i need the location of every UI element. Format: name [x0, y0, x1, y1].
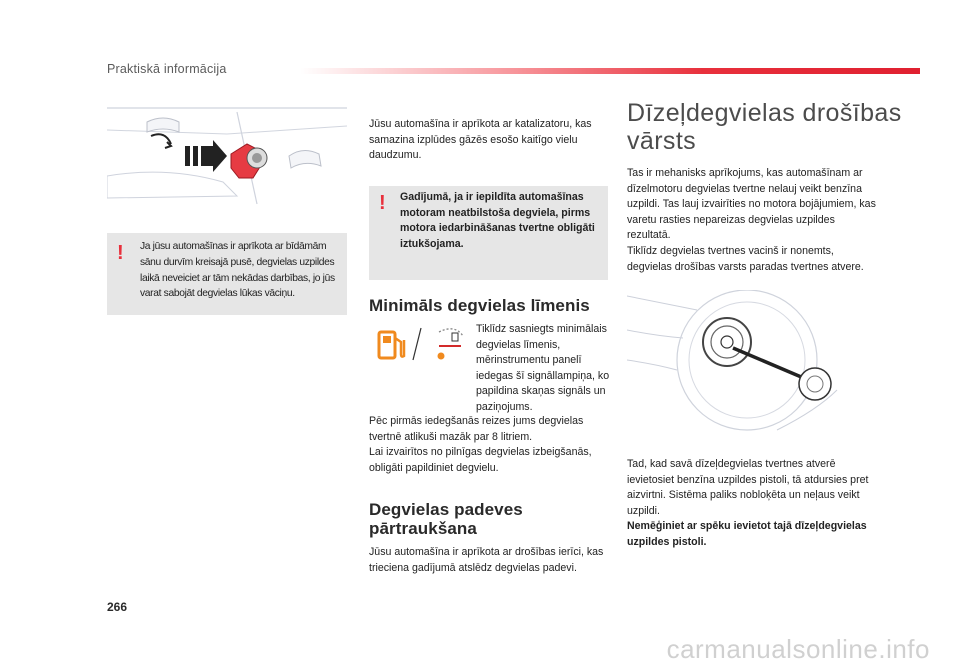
- wrong-fuel-warning-text: Gadījumā, ja ir iepildīta automašīnas motoram neatbilstoša degviela, pirms motora iedarbināšanas tvertne obligāti iztukšojama.: [400, 191, 595, 250]
- diesel-valve-usage-text: Tad, kad savā dīzeļdegvielas tvertnes atverē ievietosiet benzīna uzpildes pistoli, tā atdursies pret aizvirtni. Sistēma paliks nobloķēta un neļaus veikt uzpildi.: [627, 458, 869, 517]
- fuel-cap-icon: [231, 144, 267, 178]
- diesel-valve-usage: [627, 457, 877, 551]
- arrow-right-icon: [185, 140, 227, 172]
- diesel-valve-caution: Nemēģiniet ar spēku ievietot tajā dīzeļdegvielas uzpildes pistoli.: [627, 520, 867, 548]
- sliding-door-warning-text: Ja jūsu automašīnas ir aprīkota ar bīdāmām sānu durvīm kreisajā pusē, degvielas uzpildes laikā neveiciet ar tām nekādas darbības, jo jūs varat sabojāt degvielas lūkas vāciņu.: [140, 241, 335, 300]
- separator-slash: [413, 328, 421, 360]
- exclamation-icon: !: [117, 242, 124, 264]
- low-fuel-indicators: [369, 322, 469, 370]
- min-fuel-text: Tiklīdz sasniegts minimālais degvielas līmenis, mērinstrumentu panelī iedegas šī signāllampiņa, ko papildina skaņas signāls un paziņojums.: [476, 323, 610, 413]
- fuel-cutoff-text: Jūsu automašīna ir aprīkota ar drošības ierīci, kas trieciena gadījumā atslēdz degvielas padevi.: [369, 546, 604, 574]
- car-side-drawing: [107, 100, 347, 210]
- page-number: 266: [107, 600, 128, 614]
- section-title: Praktiskā informācija: [107, 62, 227, 76]
- exclamation-icon: !: [379, 192, 386, 214]
- catalyst-paragraph: Jūsu automašīna ir aprīkota ar katalizatoru, kas samazina izplūdes gāzēs esošo kaitīgo vielu daudzumu.: [369, 118, 592, 162]
- wrong-fuel-warning: [369, 186, 608, 280]
- min-fuel-note: Pēc pirmās iedegšanās reizes jums degvielas tvertnē atlikuši mazāk par 8 litriem. Lai izvairītos no pilnīgas degvielas izbeigšanās, obligāti papildiniet degvielu.: [369, 415, 592, 474]
- diesel-valve-heading: Dīzeļdegvielas drošības vārsts: [627, 99, 902, 155]
- fuel-cutoff-heading: Degvielas padeves pārtraukšana: [369, 500, 523, 538]
- fuel-pump-icon: [379, 332, 404, 358]
- header-rule: [300, 68, 920, 74]
- fuel-gauge-icon: [438, 329, 464, 360]
- diesel-valve-description: Tas ir mehanisks aprīkojums, kas automašīnam ar dīzelmotoru degvielas tvertne nelauj veikt benzīna uzpildi. Tas lauj izvairīties no motora bojājumiem, kas varetu rasties nepareizas degvielas uzpildes rezultatā. Tiklīdz degvielas tvertnes vacinš ir nonemts, degvielas drošības varsts paradas tvertnes atvere.: [627, 167, 876, 273]
- min-fuel-heading: Minimāls degvielas līmenis: [369, 296, 590, 315]
- fuel-flap-illustration: [107, 100, 347, 210]
- diesel-valve-illustration: [627, 290, 847, 450]
- watermark: carmanualsonline.info: [666, 634, 930, 664]
- sliding-door-warning: [107, 233, 347, 315]
